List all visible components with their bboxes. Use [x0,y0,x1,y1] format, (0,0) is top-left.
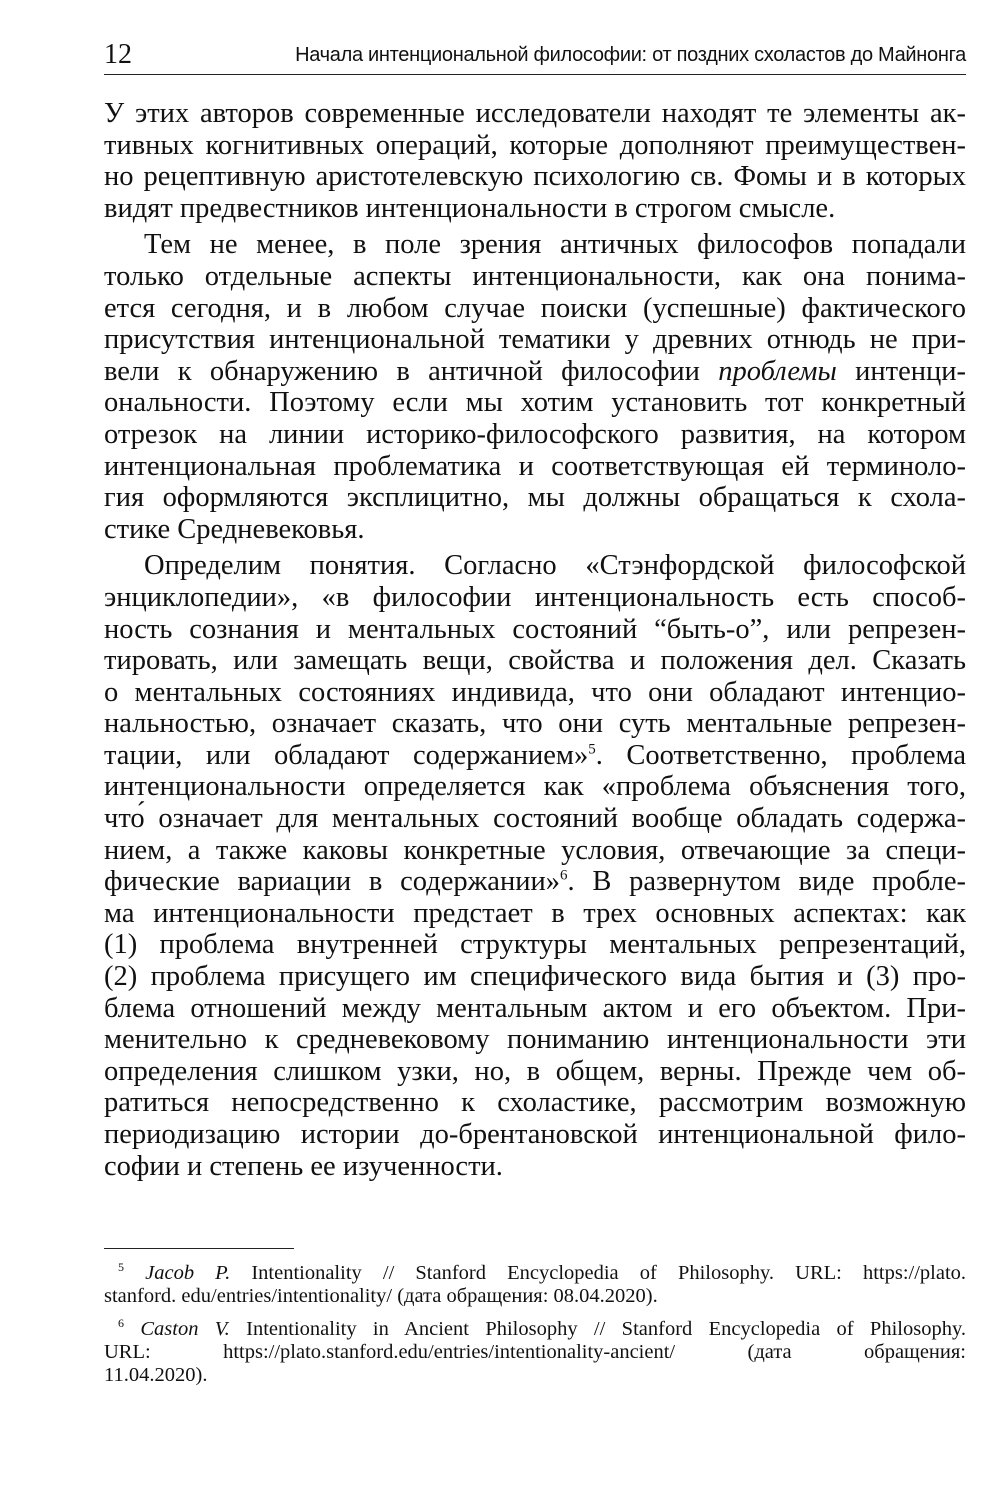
text-line: тировать, или замещать вещи, свойства и положения дел. Сказать [104,645,966,677]
text-line: нием, а также каковы конкретные условия, отвечающие за специ- [104,834,966,866]
footnote-ref-6[interactable]: 6 [559,867,568,884]
footnote-mark: 5 [118,1260,124,1275]
text-line: что́ означает для ментальных состояний вообще обладать содержа- [104,803,966,835]
text-line: но рецептивную аристотелевскую психологию св. Фомы и в которых [104,161,966,193]
text-line: о ментальных состояниях индивида, что они обладают интенцио- [104,676,966,708]
text-line: интенциональности определяется как «проблема объяснения того, [104,771,966,803]
text-fragment: фические вариации в содержании» [104,866,560,898]
text-line: отрезок на линии историко-философского развития, на котором [104,418,966,450]
emphasis-term: проблемы [718,355,837,387]
text-line: энциклопедии», «в философии интенциональность есть способ- [104,581,966,613]
text-line: Тем не менее, в поле зрения античных философов попадали [144,229,966,261]
paragraph-2 [104,229,966,545]
footnote-author: Caston V. [140,1318,230,1340]
footnote-mark: 6 [118,1316,124,1331]
text-fragment: вели к обнаружению в античной философии [104,355,719,387]
text-line: (2) проблема присущего им специфического вида бытия и (3) про- [104,961,966,993]
paragraph-1 [104,98,966,224]
text-line: ратиться непосредственно к схоластике, рассмотрим возможную [104,1087,966,1119]
text-line: ется сегодня, и в любом случае поиски (успешные) фактического [104,292,966,324]
text-line: периодизацию истории до-брентановской интенциональной фило- [104,1119,966,1150]
text-line: stanford. edu/entries/intentionality/ (дата обращения: 08.04.2020). [104,1285,658,1307]
text-line [104,1318,966,1341]
footnotes [104,1262,966,1397]
text-line: блема отношений между ментальным актом и его объектом. При- [104,992,966,1024]
text-line: Определим понятия. Согласно «Стэнфордской философской [144,550,966,582]
text-fragment: тации, или обладают содержанием» [104,739,589,771]
text-line: видят предвестников интенциональности в строгом смысле. [104,192,836,224]
text-line [104,866,966,898]
text-line: 11.04.2020). [104,1364,208,1386]
text-line: тивных когнитивных операций, которые дополняют преимуществен- [104,129,966,161]
text-line [104,356,966,388]
paragraph-3 [104,550,966,1182]
text-fragment: интенци- [836,355,966,387]
footnote-divider [104,1248,294,1249]
text-line: присутствия интенциональной тематики у древних отнюдь не при- [104,324,966,356]
text-line: гия оформляются эксплицитно, мы должны обращаться к схола- [104,482,966,514]
text-line: менительно к средневековому пониманию интенциональности эти [104,1024,966,1056]
text-line: У этих авторов современные исследователи находят те элементы ак- [104,98,966,129]
text-fragment: . Соответственно, проблема [595,739,966,771]
text-line: ональности. Поэтому если мы хотим установить тот конкретный [104,387,966,419]
running-title: Начала интенциональной философии: от поздних схоластов до Майнонга [295,44,966,66]
footnote-author: Jacob P. [145,1262,231,1284]
text-line [104,740,966,772]
text-fragment: Intentionality in Ancient Philosophy // Stanford Encyclopedia of Philosophy. [229,1318,966,1340]
footnote-5 [104,1262,966,1308]
main-text [104,98,966,1187]
text-line: определения слишком узки, но, в общем, верны. Прежде чем об- [104,1055,966,1087]
text-line [104,1262,966,1285]
text-line: нальностью, означает сказать, что они суть ментальные репрезен- [104,708,966,740]
text-line: URL: https://plato.stanford.edu/entries/intentionality-ancient/ (дата обращения: [104,1341,966,1363]
text-line: софии и степень ее изученности. [104,1150,503,1182]
text-line: ность сознания и ментальных состояний “быть-о”, или репрезен- [104,613,966,645]
text-fragment: Intentionality // Stanford Encyclopedia of Philosophy. URL: https://plato. [230,1262,967,1284]
footnote-ref-5[interactable]: 5 [588,741,596,758]
text-fragment: . В развернутом виде пробле- [567,866,966,898]
text-line: интенциональная проблематика и соответствующая ей терминоло- [104,450,966,482]
footnote-6 [104,1318,966,1387]
text-line: (1) проблема внутренней структуры ментальных репрезентаций, [104,929,966,961]
page-number: 12 [104,39,132,70]
text-line: только отдельные аспекты интенциональности, как она понима- [104,260,966,292]
text-line: ма интенциональности предстает в трех основных аспектах: как [104,897,966,929]
running-header [104,38,966,75]
text-line: стике Средневековья. [104,513,365,545]
